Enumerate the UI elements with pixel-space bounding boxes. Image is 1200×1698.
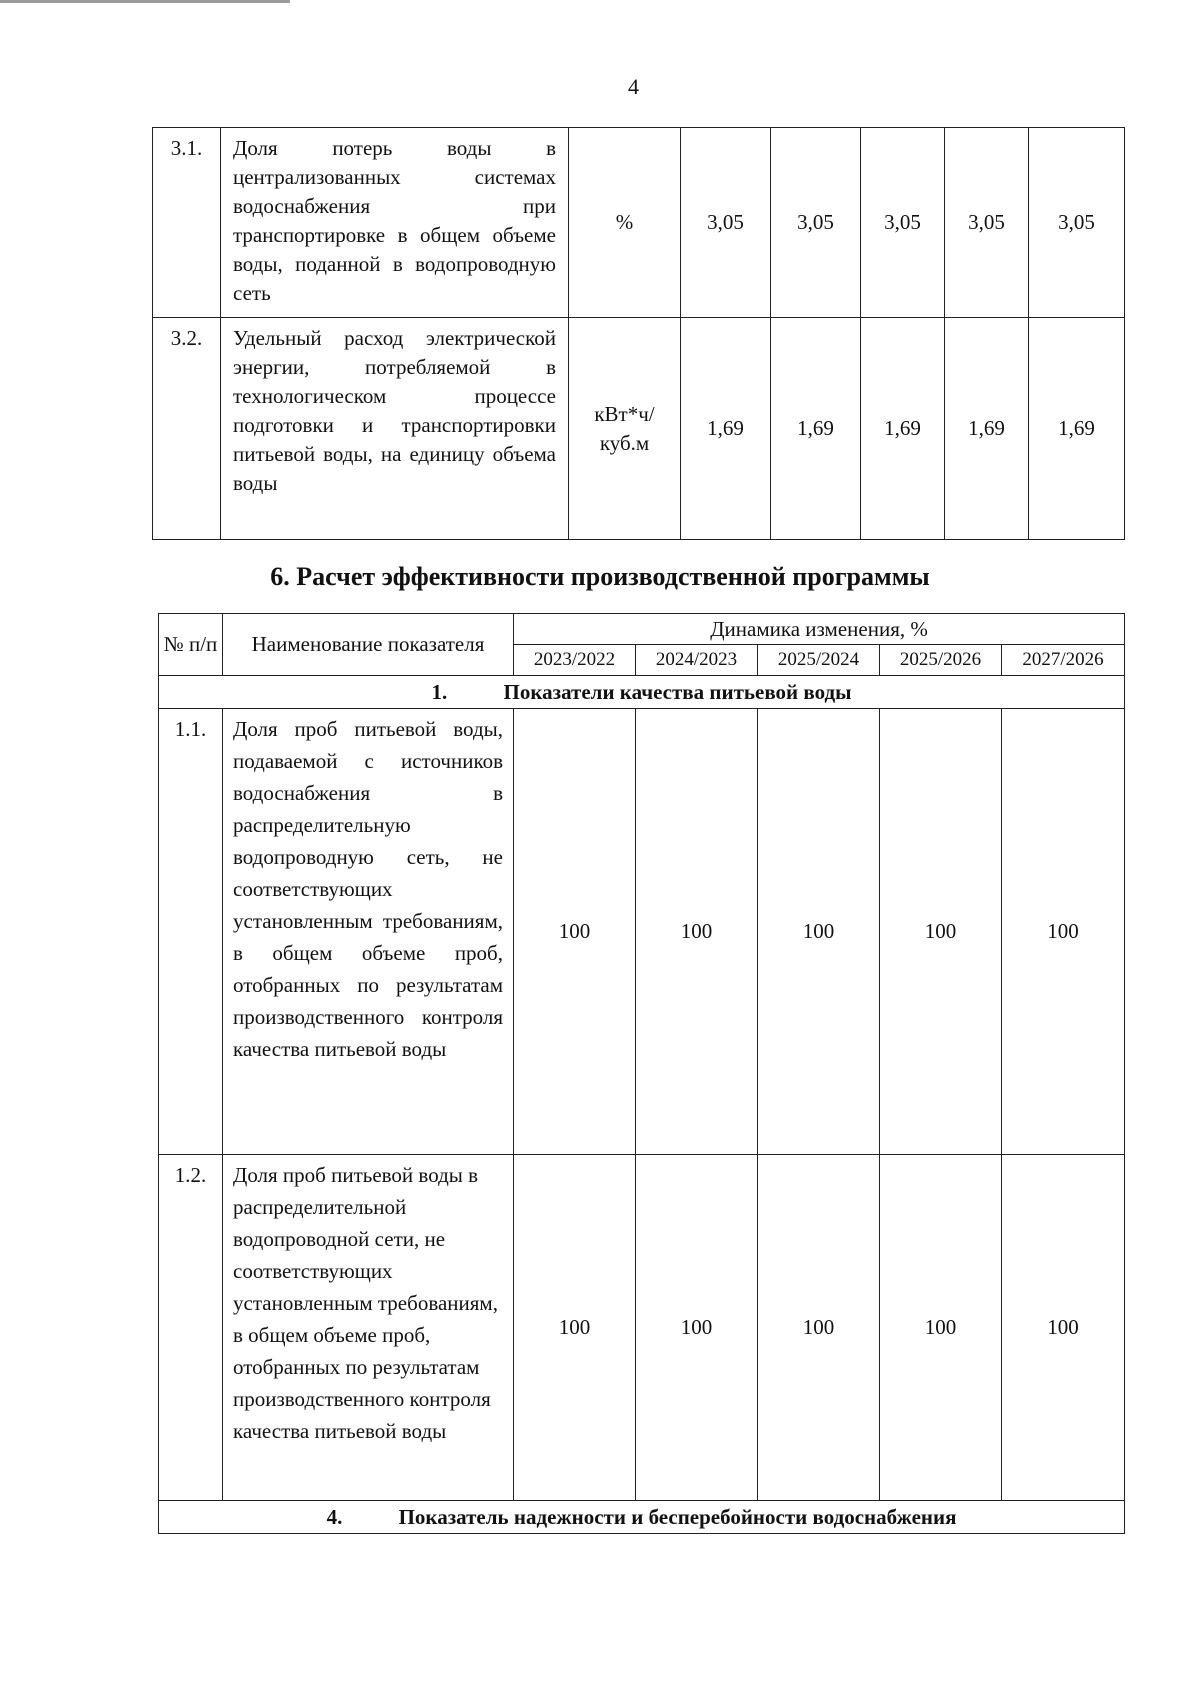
header-year: 2027/2026	[1002, 645, 1125, 676]
row-number: 1.1.	[159, 709, 223, 1155]
header-year: 2023/2022	[514, 645, 636, 676]
header-number: № п/п	[159, 614, 223, 676]
header-dynamics: Динамика изменения, %	[514, 614, 1125, 645]
value-cell: 100	[758, 1155, 880, 1501]
value-cell: 100	[514, 1155, 636, 1501]
group-heading	[159, 1501, 1125, 1534]
value-cell: 1,69	[681, 318, 771, 540]
group-row	[159, 1501, 1125, 1534]
header-year: 2025/2024	[758, 645, 880, 676]
value-cell: 1,69	[945, 318, 1029, 540]
value-cell: 100	[514, 709, 636, 1155]
group-number: 1.	[431, 679, 448, 704]
efficiency-table	[158, 613, 1125, 1534]
value-cell: 3,05	[681, 128, 771, 318]
header-year: 2024/2023	[636, 645, 758, 676]
value-cell: 100	[1002, 1155, 1125, 1501]
value-cell: 3,05	[861, 128, 945, 318]
table-row	[159, 709, 1125, 1155]
indicator-name: Доля потерь воды в централизованных системах водоснабжения при транспортировке в общем объеме воды, поданной в водопроводную сеть	[221, 128, 569, 318]
table-row	[153, 128, 1125, 318]
page-number: 4	[628, 74, 639, 99]
row-number: 3.1.	[153, 128, 221, 318]
value-cell: 100	[880, 709, 1002, 1155]
group-title: Показатели качества питьевой воды	[503, 679, 852, 704]
header-indicator-name: Наименование показателя	[223, 614, 514, 676]
table-row	[159, 1155, 1125, 1501]
indicator-name: Доля проб питьевой воды, подаваемой с источников водоснабжения в распределительную водопроводную сеть, не соответствующих установленным требованиям, в общем объеме проб, отобранных по результатам производственного контроля качества питьевой воды	[223, 709, 514, 1155]
value-cell: 100	[636, 709, 758, 1155]
indicator-name: Удельный расход электрической энергии, потребляемой в технологическом процессе подготовки и транспортировки питьевой воды, на единицу объема воды	[221, 318, 569, 540]
value-cell: 1,69	[861, 318, 945, 540]
row-number: 3.2.	[153, 318, 221, 540]
group-title: Показатель надежности и бесперебойности водоснабжения	[398, 1504, 957, 1529]
row-number: 1.2.	[159, 1155, 223, 1501]
table-header-row	[159, 614, 1125, 645]
value-cell: 100	[1002, 709, 1125, 1155]
group-number: 4.	[326, 1504, 343, 1529]
group-row	[159, 676, 1125, 709]
scan-edge-line	[0, 0, 290, 3]
unit-cell: %	[569, 128, 681, 318]
value-cell: 3,05	[771, 128, 861, 318]
group-heading	[159, 676, 1125, 709]
value-cell: 3,05	[1029, 128, 1125, 318]
value-cell: 100	[880, 1155, 1002, 1501]
header-year: 2025/2026	[880, 645, 1002, 676]
value-cell: 1,69	[771, 318, 861, 540]
unit-cell: кВт*ч/ куб.м	[569, 318, 681, 540]
section-title: 6. Расчет эффективности производственной программы	[270, 562, 930, 591]
indicators-table-continued	[152, 127, 1125, 540]
value-cell: 3,05	[945, 128, 1029, 318]
value-cell: 1,69	[1029, 318, 1125, 540]
indicator-name: Доля проб питьевой воды в распределительной водопроводной сети, не соответствующих установленным требованиям, в общем объеме проб, отобранных по результатам производственного контроля качества питьевой воды	[223, 1155, 514, 1501]
table-row	[153, 318, 1125, 540]
value-cell: 100	[758, 709, 880, 1155]
value-cell: 100	[636, 1155, 758, 1501]
